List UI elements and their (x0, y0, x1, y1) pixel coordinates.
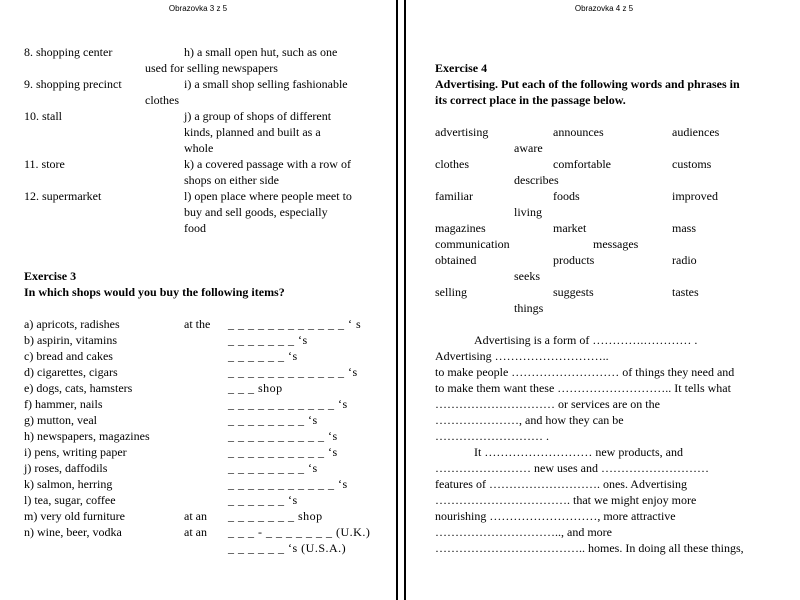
passage-line: ……………………… . (435, 429, 549, 443)
word-bank-word: advertising (435, 125, 489, 139)
passage-line: ……………………………. that we might enjoy more (435, 493, 697, 507)
word-bank-word: improved (672, 189, 718, 203)
exercise3-item: c) bread and cakes (24, 349, 113, 363)
exercise3-item: b) aspirin, vitamins (24, 333, 117, 347)
exercise3-blank: _ _ _ _ _ _ _ _ _ _ _ _ ‘s (228, 365, 358, 379)
passage-line: Advertising is a form of ………….………… . (474, 333, 698, 347)
exercise3-item: a) apricots, radishes (24, 317, 120, 331)
matching-term: 11. store (24, 157, 65, 171)
exercise3-item: i) pens, writing paper (24, 445, 127, 459)
matching-definition: k) a covered passage with a row of (184, 157, 351, 171)
matching-definition-continued: food (184, 221, 206, 235)
exercise3-preposition: at an (184, 509, 207, 523)
exercise3-blank: _ _ _ _ _ _ ‘s (228, 493, 298, 507)
word-bank-word: seeks (514, 269, 540, 283)
matching-definition-continued: buy and sell goods, especially (184, 205, 328, 219)
exercise3-blank: _ _ _ _ _ _ _ shop (228, 509, 323, 523)
exercise3-blank: _ _ _ _ _ _ _ _ _ _ _ _ ‘ s (228, 317, 362, 331)
word-bank-word: obtained (435, 253, 477, 267)
exercise3-blank: _ _ _ _ _ _ _ _ _ _ _ ‘s (228, 397, 348, 411)
passage-line: to make them want these ……………………….. It tells what (435, 381, 731, 395)
word-bank-word: announces (553, 125, 604, 139)
exercise4-instruction-line2: its correct place in the passage below. (435, 93, 626, 107)
word-bank-word: mass (672, 221, 696, 235)
exercise4-instruction-line1: Advertising. Put each of the following words and phrases in (435, 77, 740, 91)
matching-definition-continued: whole (184, 141, 214, 155)
word-bank-word: suggests (553, 285, 594, 299)
matching-definition: i) a small shop selling fashionable (184, 77, 348, 91)
left-page (0, 0, 396, 600)
page-divider-right (404, 0, 406, 600)
passage-line: Advertising ……………………….. (435, 349, 609, 363)
exercise3-item: m) very old furniture (24, 509, 125, 523)
matching-term: 12. supermarket (24, 189, 102, 203)
word-bank-word: aware (514, 141, 543, 155)
word-bank-word: foods (553, 189, 580, 203)
exercise3-title: Exercise 3 (24, 269, 77, 283)
matching-definition: h) a small open hut, such as one (184, 45, 338, 59)
exercise3-item: k) salmon, herring (24, 477, 113, 491)
exercise3-item: l) tea, sugar, coffee (24, 493, 116, 507)
word-bank-word: radio (672, 253, 697, 267)
right-page (408, 0, 800, 600)
exercise3-blank: _ _ _ - _ _ _ _ _ _ _ (U.K.) (228, 525, 371, 539)
word-bank-word: messages (593, 237, 639, 251)
exercise3-instruction: In which shops would you buy the following items? (24, 285, 285, 299)
word-bank-word: comfortable (553, 157, 611, 171)
exercise3-blank: _ _ _ _ _ _ _ _ _ _ _ ‘s (228, 477, 348, 491)
word-bank-word: selling (435, 285, 467, 299)
exercise3-item: n) wine, beer, vodka (24, 525, 122, 539)
exercise3-blank: _ _ _ _ _ _ _ ‘s (228, 333, 308, 347)
exercise3-blank: _ _ _ _ _ _ ‘s (U.S.A.) (228, 541, 347, 555)
exercise3-blank: _ _ _ shop (228, 381, 283, 395)
word-bank-word: communication (435, 237, 510, 251)
matching-definition-continued: used for selling newspapers (145, 61, 278, 75)
passage-line: nourishing ………………………, more attractive (435, 509, 676, 523)
exercise3-blank: _ _ _ _ _ _ ‘s (228, 349, 298, 363)
matching-definition-continued: shops on either side (184, 173, 279, 187)
passage-line: ………………………… or services are on the (435, 397, 660, 411)
passage-line: It ……………………… new products, and (474, 445, 683, 459)
word-bank-word: audiences (672, 125, 720, 139)
exercise3-blank: _ _ _ _ _ _ _ _ ‘s (228, 413, 318, 427)
matching-term: 10. stall (24, 109, 62, 123)
word-bank-word: clothes (435, 157, 469, 171)
word-bank-word: describes (514, 173, 559, 187)
exercise3-preposition: at an (184, 525, 207, 539)
exercise3-item: f) hammer, nails (24, 397, 103, 411)
word-bank-word: living (514, 205, 543, 219)
exercise3-item: g) mutton, veal (24, 413, 97, 427)
exercise3-blank: _ _ _ _ _ _ _ _ _ _ ‘s (228, 445, 338, 459)
right-page-header: Obrazovka 4 z 5 (574, 4, 634, 13)
passage-line: features of ………………………. ones. Advertising (435, 477, 687, 491)
passage-line: …………………, and how they can be (435, 413, 624, 427)
exercise4-title: Exercise 4 (435, 61, 488, 75)
passage-line: to make people ……………………… of things they need and (435, 365, 735, 379)
exercise3-item: j) roses, daffodils (24, 461, 108, 475)
exercise3-item: e) dogs, cats, hamsters (24, 381, 133, 395)
passage-line: ………………………….., and more (435, 525, 612, 539)
exercise3-blank: _ _ _ _ _ _ _ _ ‘s (228, 461, 318, 475)
word-bank-word: market (553, 221, 587, 235)
exercise3-preposition: at the (184, 317, 211, 331)
matching-definition: l) open place where people meet to (184, 189, 352, 203)
word-bank-word: things (514, 301, 544, 315)
matching-term: 8. shopping center (24, 45, 113, 59)
exercise3-item: d) cigarettes, cigars (24, 365, 118, 379)
passage-line: …………………… new uses and ……………………… (435, 461, 709, 475)
matching-definition-continued: kinds, planned and built as a (184, 125, 321, 139)
word-bank-word: customs (672, 157, 712, 171)
word-bank-word: magazines (435, 221, 486, 235)
exercise3-item: h) newspapers, magazines (24, 429, 150, 443)
passage-line: ……………………………….. homes. In doing all these things, (435, 541, 744, 555)
word-bank-word: products (553, 253, 595, 267)
word-bank-word: familiar (435, 189, 473, 203)
matching-term: 9. shopping precinct (24, 77, 122, 91)
exercise3-blank: _ _ _ _ _ _ _ _ _ _ ‘s (228, 429, 338, 443)
word-bank-word: tastes (672, 285, 699, 299)
left-page-header: Obrazovka 3 z 5 (168, 4, 228, 13)
matching-definition-continued: clothes (145, 93, 179, 107)
matching-definition: j) a group of shops of different (184, 109, 332, 123)
page-divider-left (396, 0, 398, 600)
